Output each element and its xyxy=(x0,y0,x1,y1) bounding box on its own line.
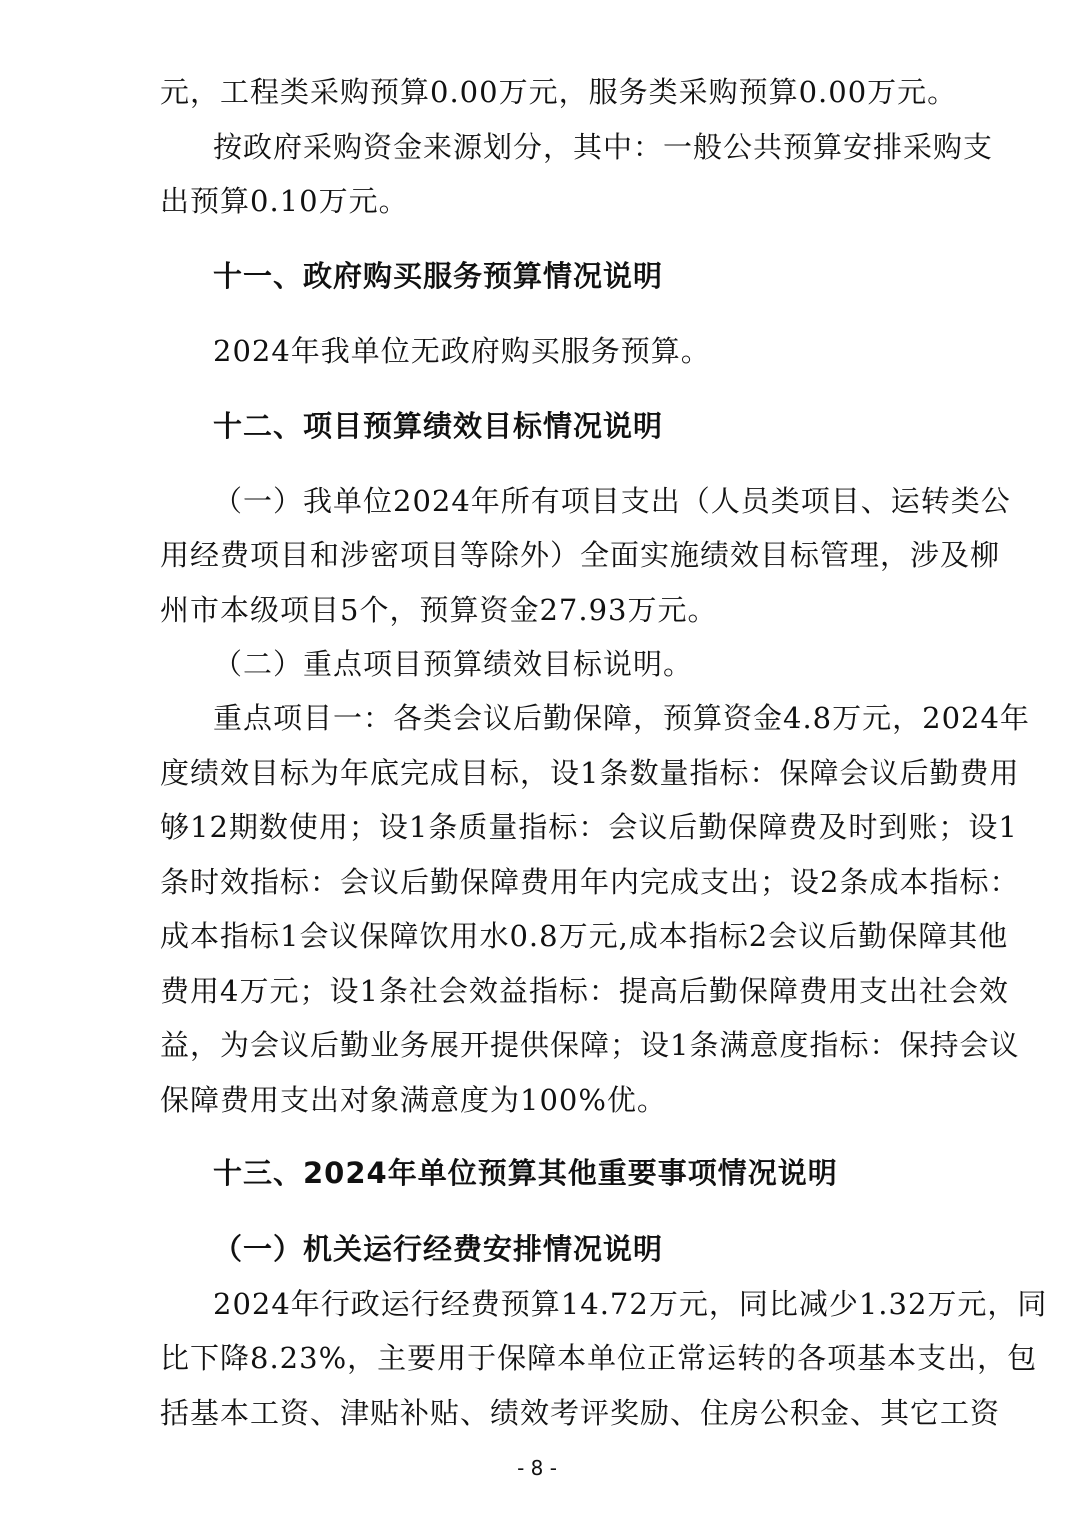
body-text-line: 州市本级项目5个，预算资金27.93万元。 xyxy=(160,593,718,627)
body-text-line: 保障费用支出对象满意度为100%优。 xyxy=(160,1083,667,1117)
body-text-line: 够12期数使用；设1条质量指标：会议后勤保障费及时到账；设1 xyxy=(160,810,1018,844)
section-heading-11: 十一、政府购买服务预算情况说明 xyxy=(213,259,664,293)
body-text-line: 出预算0.10万元。 xyxy=(160,184,409,218)
body-text-line: 元，工程类采购预算0.00万元，服务类采购预算0.00万元。 xyxy=(160,75,958,109)
body-text-line: （一）我单位2024年所有项目支出（人员类项目、运转类公 xyxy=(213,484,1011,518)
body-text-line: 按政府采购资金来源划分，其中：一般公共预算安排采购支 xyxy=(213,130,994,164)
section-heading-12: 十二、项目预算绩效目标情况说明 xyxy=(213,409,664,443)
body-text-line: 用经费项目和涉密项目等除外）全面实施绩效目标管理，涉及柳 xyxy=(160,538,1001,572)
body-text-line: 条时效指标：会议后勤保障费用年内完成支出；设2条成本指标： xyxy=(160,865,1020,899)
body-text-line: 成本指标1会议保障饮用水0.8万元,成本指标2会议后勤保障其他 xyxy=(160,919,1009,953)
subsection-heading: （一）机关运行经费安排情况说明 xyxy=(213,1232,664,1266)
body-text-line: 括基本工资、津贴补贴、绩效考评奖励、住房公积金、其它工资 xyxy=(160,1396,1001,1430)
body-text-line: 费用4万元；设1条社会效益指标：提高后勤保障费用支出社会效 xyxy=(160,974,1009,1008)
page-number: - 8 - xyxy=(517,1456,557,1480)
body-text-line: 度绩效目标为年底完成目标，设1条数量指标：保障会议后勤费用 xyxy=(160,756,1020,790)
body-text-line: 重点项目一：各类会议后勤保障，预算资金4.8万元，2024年 xyxy=(213,701,1030,735)
section-heading-13: 十三、2024年单位预算其他重要事项情况说明 xyxy=(213,1156,838,1190)
body-text-line: 益，为会议后勤业务展开提供保障；设1条满意度指标：保持会议 xyxy=(160,1028,1020,1062)
body-text-line: （二）重点项目预算绩效目标说明。 xyxy=(213,647,694,681)
body-text-line: 2024年我单位无政府购买服务预算。 xyxy=(213,334,711,368)
body-text-line: 2024年行政运行经费预算14.72万元，同比减少1.32万元，同 xyxy=(213,1287,1048,1321)
body-text-line: 比下降8.23%，主要用于保障本单位正常运转的各项基本支出，包 xyxy=(160,1341,1038,1375)
